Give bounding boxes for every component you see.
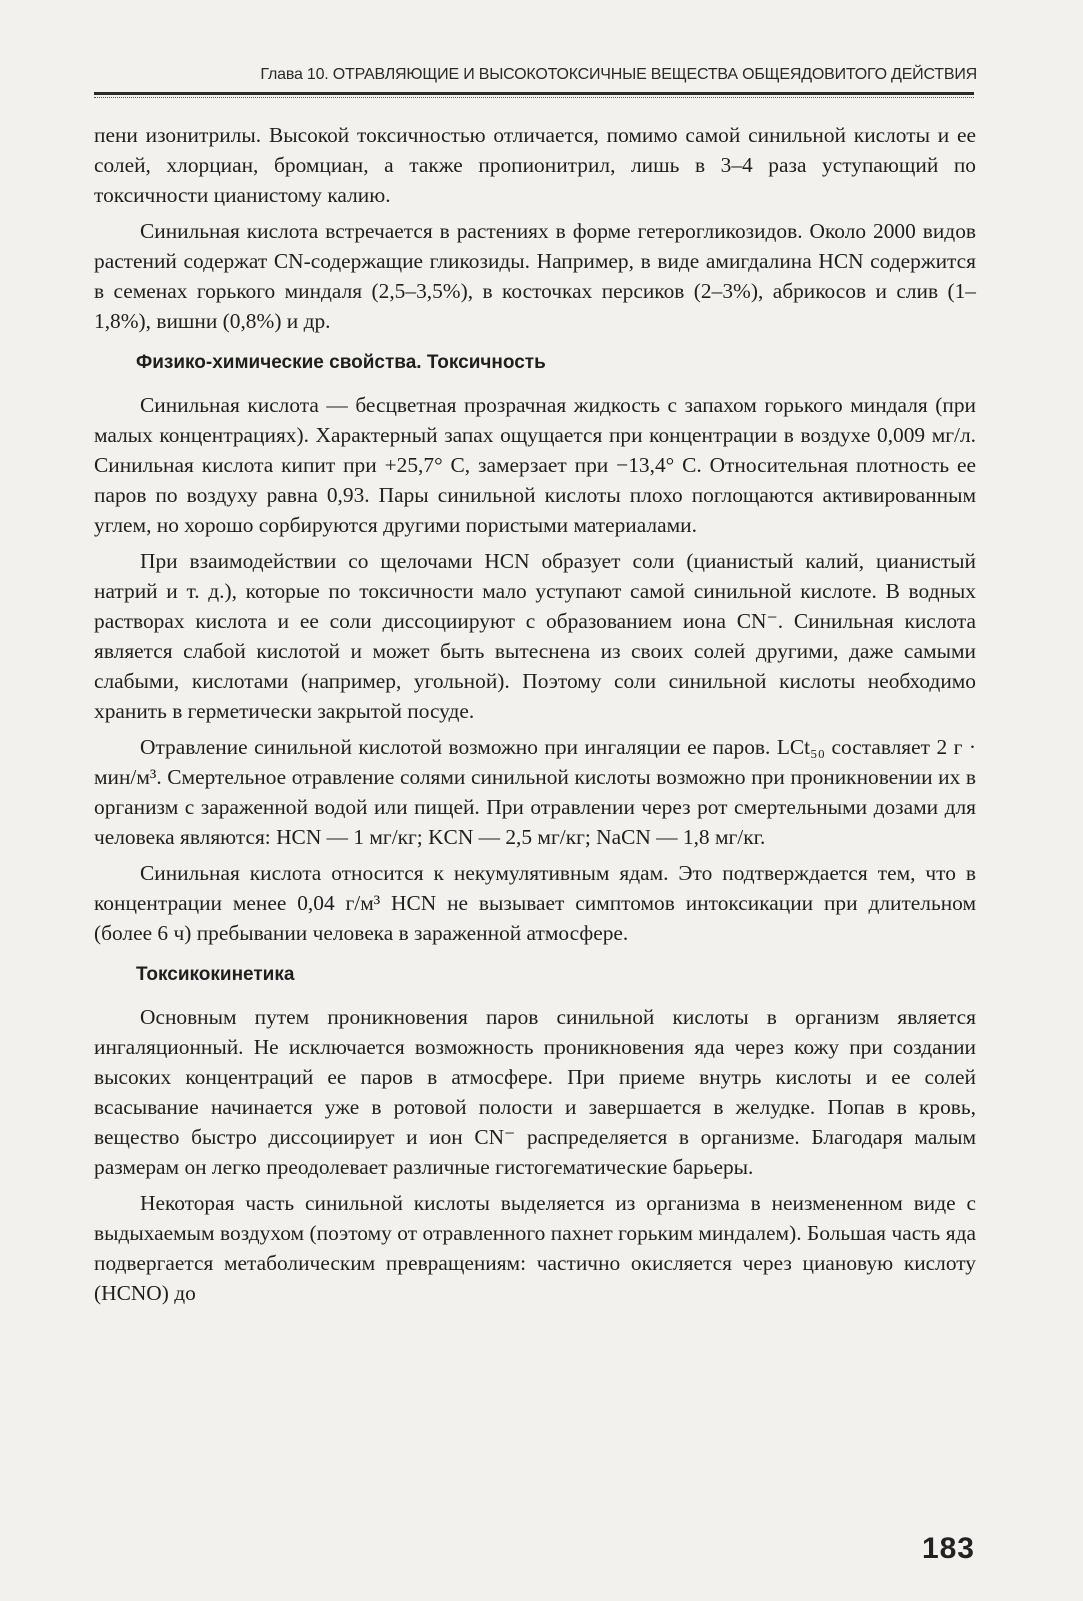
paragraph-2: Синильная кислота встречается в растениях в форме гетерогликозидов. Около 2000 видов растений содержат CN-содержащие гликозиды. Например, в виде амигдалина HCN содержится в семенах горького миндаля (2,5–3,5%), в косточках персиков (2–3%), абрикосов и слив (1–1,8%), вишни (0,8%) и др. (94, 219, 976, 333)
paragraph-6: Синильная кислота относится к некумулятивным ядам. Это подтверждается тем, что в концентрации менее 0,04 г/м³ HCN не вызывает симптомов интоксикации при длительном (более 6 ч) пребывании человека в зараженной атмосфере. (94, 861, 976, 945)
paragraph-8: Некоторая часть синильной кислоты выделяется из организма в неизмененном виде с выдыхаемым воздухом (поэтому от отравленного пахнет горьким миндалем). Большая часть яда подвергается метаболическим превращениям: частично окисляется через циановую кислоту (HCNO) до (94, 1191, 976, 1305)
header-rule-dotted (94, 97, 974, 98)
running-head: Глава 10. ОТРАВЛЯЮЩИЕ И ВЫСОКОТОКСИЧНЫЕ ВЕЩЕСТВА ОБЩЕЯДОВИТОГО ДЕЙСТВИЯ (260, 66, 977, 83)
paragraph-5: Отравление синильной кислотой возможно при ингаляции ее паров. LCt₅₀ составляет 2 г · мин/м³. Смертельное отравление солями синильной кислоты возможно при проникновении их в организм с зараженной водой или пищей. При отравлении через рот смертельными дозами для человека являются: HCN — 1 мг/кг; KCN — 2,5 мг/кг; NaCN — 1,8 мг/кг. (94, 735, 976, 849)
paragraph-3: Синильная кислота — бесцветная прозрачная жидкость с запахом горького миндаля (при малых концентрациях). Характерный запах ощущается при концентрации в воздухе 0,009 мг/л. Синильная кислота кипит при +25,7° С, замерзает при −13,4° С. Относительная плотность ее паров по воздуху равна 0,93. Пары синильной кислоты плохо поглощаются активированным углем, но хорошо сорбируются другими пористыми материалами. (94, 393, 976, 537)
page-number: 183 (921, 1532, 975, 1565)
section-heading-physico-chemical: Физико-химические свойства. Токсичность (136, 352, 546, 373)
paragraph-4: При взаимодействии со щелочами HCN образует соли (цианистый калий, цианистый натрий и т. д.), которые по токсичности мало уступают самой синильной кислоте. В водных растворах кислота и ее соли диссоциируют с образованием иона CN⁻. Синильная кислота является слабой кислотой и может быть вытеснена из своих солей другими, даже самыми слабыми, кислотами (например, угольной). Поэтому соли синильной кислоты необходимо хранить в герметически закрытой посуде. (94, 549, 976, 723)
header-rule (94, 92, 974, 95)
paragraph-7: Основным путем проникновения паров синильной кислоты в организм является ингаляционный. Не исключается возможность проникновения яда через кожу при создании высоких концентраций ее паров в атмосфере. При приеме внутрь кислоты и ее солей всасывание начинается уже в ротовой полости и завершается в желудке. Попав в кровь, вещество быстро диссоциирует и ион CN⁻ распределяется в организме. Благодаря малым размерам он легко преодолевает различные гистогематические барьеры. (94, 1005, 976, 1179)
paragraph-1: пени изонитрилы. Высокой токсичностью отличается, помимо самой синильной кислоты и ее солей, хлорциан, бромциан, а также пропионитрил, лишь в 3–4 раза уступающий по токсичности цианистому калию. (94, 123, 976, 207)
page-body (94, 120, 976, 1314)
section-heading-toxicokinetics: Токсикокинетика (136, 964, 295, 985)
